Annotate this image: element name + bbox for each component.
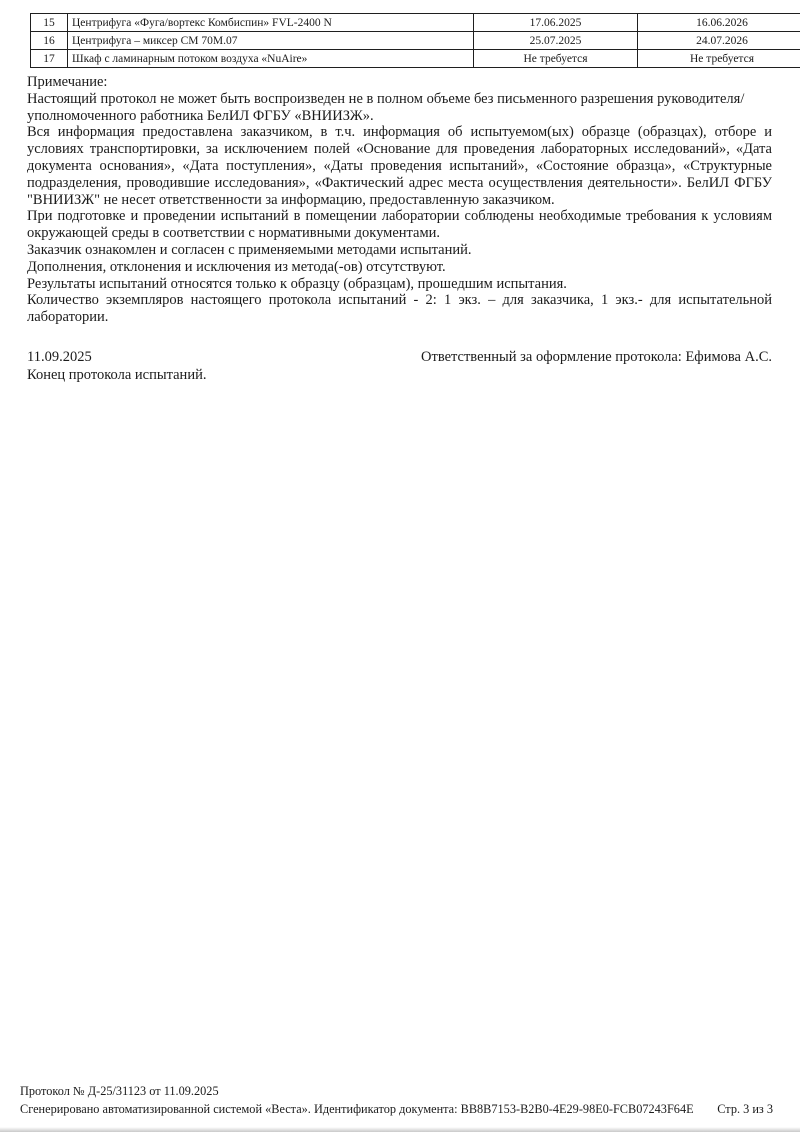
verification-date-cell: 17.06.2025 bbox=[474, 14, 638, 32]
protocol-date: 11.09.2025 bbox=[27, 348, 92, 365]
footer-page-number: Стр. 3 из 3 bbox=[717, 1102, 773, 1116]
note-paragraph: Настоящий протокол не может быть воспроизведен не в полном объеме без письменного разрешения руководителя/уполномоченного работника БелИЛ ФГБУ «ВНИИЗЖ». bbox=[27, 90, 745, 124]
table-row bbox=[31, 32, 800, 50]
valid-until-cell: 16.06.2026 bbox=[638, 14, 800, 32]
equipment-number-cell: 17 bbox=[31, 50, 68, 68]
note-paragraph: Вся информация предоставлена заказчиком, в т.ч. информация об испытуемом(ых) образце (образцах), отборе и условиях транспортировки, за исключением полей «Основание для проведения лабораторных исследований», «Дата документа основания», «Дата поступления», «Даты проведения испытаний», «Состояние образца», «Структурные подразделения, проводившие исследования», «Фактический адрес места осуществления деятельности». БелИЛ ФГБУ "ВНИИЗЖ" не несет ответственности за информацию, предоставленную заказчиком. bbox=[27, 124, 772, 208]
signoff-row bbox=[27, 349, 772, 366]
page-footer bbox=[20, 1082, 773, 1118]
note-heading: Примечание: bbox=[27, 74, 108, 90]
footer-protocol-number: Протокол № Д-25/31123 от 11.09.2025 bbox=[20, 1084, 219, 1098]
equipment-name-cell: Центрифуга – миксер СМ 70М.07 bbox=[68, 32, 474, 50]
equipment-table bbox=[30, 13, 800, 68]
equipment-name-cell: Центрифуга «Фуга/вортекс Комбиспин» FVL-2400 N bbox=[68, 14, 474, 32]
note-paragraph: Заказчик ознакомлен и согласен с применяемыми методами испытаний. bbox=[27, 241, 472, 258]
verification-date-cell: 25.07.2025 bbox=[474, 32, 638, 50]
table-row bbox=[31, 14, 800, 32]
note-paragraph: Результаты испытаний относятся только к образцу (образцам), прошедшим испытания. bbox=[27, 275, 567, 292]
note-paragraph: При подготовке и проведении испытаний в помещении лаборатории соблюдены необходимые требования к условиям окружающей среды в соответствии с нормативными документами. bbox=[27, 208, 772, 242]
equipment-name-cell: Шкаф с ламинарным потоком воздуха «NuAire» bbox=[68, 50, 474, 68]
equipment-number-cell: 16 bbox=[31, 32, 68, 50]
scan-edge bbox=[0, 1127, 800, 1132]
valid-until-cell: Не требуется bbox=[638, 50, 800, 68]
note-paragraph: Дополнения, отклонения и исключения из метода(-ов) отсутствуют. bbox=[27, 258, 446, 275]
note-section bbox=[27, 74, 772, 326]
responsible-line: Ответственный за оформление протокола: Ефимова А.С. bbox=[421, 348, 772, 365]
valid-until-cell: 24.07.2026 bbox=[638, 32, 800, 50]
verification-date-cell: Не требуется bbox=[474, 50, 638, 68]
end-of-protocol: Конец протокола испытаний. bbox=[27, 366, 207, 383]
table-row bbox=[31, 50, 800, 68]
footer-generated-line: Сгенерировано автоматизированной системой «Веста». Идентификатор документа: BB8B7153-B2B0-4E29-98E0-FCB07243F64E bbox=[20, 1102, 694, 1116]
note-paragraph: Количество экземпляров настоящего протокола испытаний - 2: 1 экз. – для заказчика, 1 экз.- для испытательной лаборатории. bbox=[27, 292, 772, 326]
equipment-number-cell: 15 bbox=[31, 14, 68, 32]
